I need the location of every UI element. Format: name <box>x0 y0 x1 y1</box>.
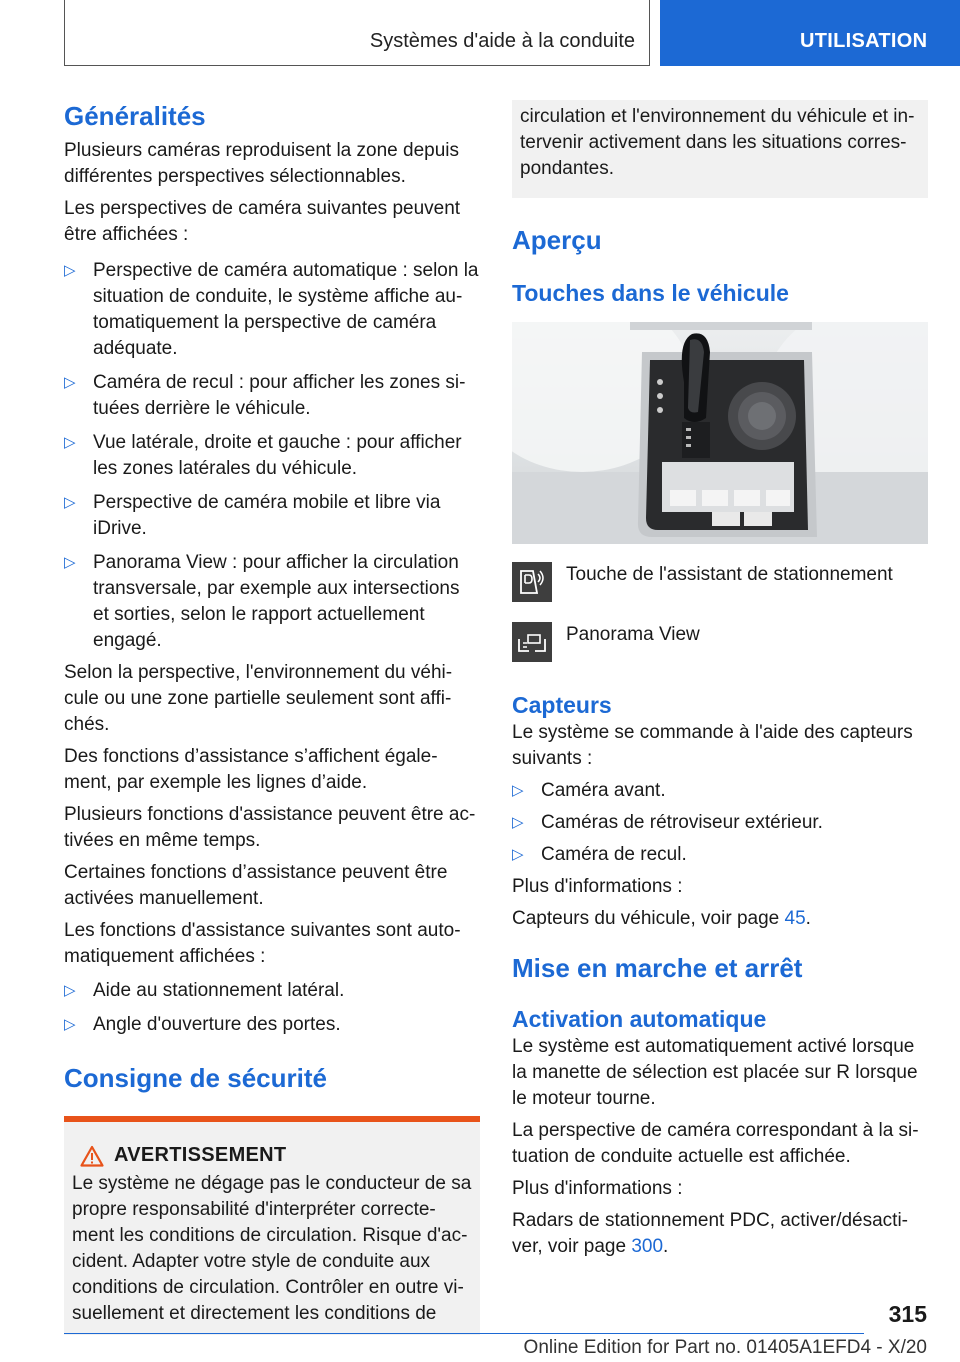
paragraph: Plusieurs caméras reproduisent la zone depuis différentes perspectives sélectionnables. <box>64 140 459 187</box>
heading-auto-activation: Activation automatique <box>512 1006 767 1032</box>
list-item: ▷ Vue latérale, droite et gauche : pour afficher les zones latérales du véhicule. <box>64 432 462 479</box>
list-item: ▷ Perspective de caméra automatique : selon la situation de conduite, le système affiche au-tomatiquement la perspective de caméra adéquate. <box>64 260 479 359</box>
center-console-photo <box>512 322 928 544</box>
warning-triangle-icon <box>80 1145 104 1167</box>
warning-title: AVERTISSEMENT <box>114 1144 287 1166</box>
triangle-bullet-icon: ▷ <box>64 434 76 451</box>
heading-safety: Consigne de sécurité <box>64 1063 327 1093</box>
bullet-list <box>64 978 480 1038</box>
console-image <box>512 322 928 544</box>
list-item: ▷ Panorama View : pour afficher la circulation transversale, par exemple aux intersections et sorties, selon le rapport actuellement engagé. <box>64 552 460 651</box>
paragraph: Plusieurs fonctions d'assistance peuvent être ac-tivées en même temps. <box>64 804 476 851</box>
list-item: ▷ Perspective de caméra mobile et libre via iDrive. <box>64 492 441 539</box>
warning-text-continued: circulation et l'environnement du véhicule et in-tervenir activement dans les situations corres-pondantes. <box>520 106 915 179</box>
cross-reference: Radars de stationnement PDC, activer/désacti-ver, voir page 300. <box>512 1210 909 1257</box>
paragraph: Le système se commande à l'aide des capteurs suivants : <box>512 722 913 769</box>
header-tab <box>660 0 960 66</box>
triangle-bullet-icon: ▷ <box>512 782 524 799</box>
heading-general: Généralités <box>64 101 206 131</box>
triangle-bullet-icon: ▷ <box>64 1016 76 1033</box>
heading-sensors: Capteurs <box>512 692 612 718</box>
panorama-view-icon <box>512 622 552 662</box>
warning-box <box>64 1116 480 1335</box>
panorama-view-label: Panorama View <box>566 624 700 645</box>
icon-row-panorama <box>512 622 928 662</box>
paragraph: Plus d'informations : <box>512 1178 683 1199</box>
paragraph: Selon la perspective, l'environnement du véhi-cule ou une zone partielle seulement sont affi-chés. <box>64 662 453 735</box>
triangle-bullet-icon: ▷ <box>64 262 76 279</box>
bullet-list <box>64 258 480 654</box>
paragraph: Les perspectives de caméra suivantes peuvent être affichées : <box>64 198 461 245</box>
heading-buttons: Touches dans le véhicule <box>512 280 789 306</box>
right-column <box>512 100 928 1266</box>
list-item: ▷ Aide au stationnement latéral. <box>64 978 480 1004</box>
header-tab-label: UTILISATION <box>800 30 928 52</box>
page-link-45[interactable]: 45 <box>784 908 806 929</box>
page-number: 315 <box>888 1301 927 1327</box>
cross-reference: Capteurs du véhicule, voir page 45. <box>512 908 811 929</box>
list-item: ▷ Angle d'ouverture des portes. <box>64 1012 480 1038</box>
icon-row-park-assist <box>512 562 928 602</box>
list-item: ▷ Caméra de recul. <box>512 842 928 868</box>
paragraph: Des fonctions d’assistance s’affichent égale-ment, par exemple les lignes d’aide. <box>64 746 438 793</box>
warning-header <box>80 1144 472 1167</box>
list-item: ▷ Caméra avant. <box>512 778 928 804</box>
paragraph: La perspective de caméra correspondant à la si-tuation de conduite actuelle est affichée. <box>512 1120 919 1167</box>
list-item: ▷ Caméra de recul : pour afficher les zones si-tuées derrière le véhicule. <box>64 372 466 419</box>
bullet-list <box>512 778 928 868</box>
heading-overview: Aperçu <box>512 225 602 255</box>
paragraph: Le système est automatiquement activé lorsque la manette de sélection est placée sur R lorsque le moteur tourne. <box>512 1036 918 1109</box>
header-section-title: Systèmes d'aide à la conduite <box>369 30 635 52</box>
list-item: ▷ Caméras de rétroviseur extérieur. <box>512 810 928 836</box>
warning-box-continued <box>512 100 928 198</box>
park-assist-icon <box>512 562 552 602</box>
triangle-bullet-icon: ▷ <box>64 982 76 999</box>
heading-on-off: Mise en marche et arrêt <box>512 953 803 983</box>
triangle-bullet-icon: ▷ <box>64 374 76 391</box>
paragraph: Plus d'informations : <box>512 876 683 897</box>
paragraph: Les fonctions d'assistance suivantes sont auto-matiquement affichées : <box>64 920 461 967</box>
triangle-bullet-icon: ▷ <box>64 494 76 511</box>
park-assist-label: Touche de l'assistant de stationnement <box>566 564 893 585</box>
paragraph: Certaines fonctions d’assistance peuvent être activées manuellement. <box>64 862 448 909</box>
triangle-bullet-icon: ▷ <box>512 846 524 863</box>
triangle-bullet-icon: ▷ <box>64 554 76 571</box>
footer-divider <box>64 1333 864 1334</box>
triangle-bullet-icon: ▷ <box>512 814 524 831</box>
left-column <box>64 100 480 1335</box>
page-link-300[interactable]: 300 <box>631 1236 664 1257</box>
header-box <box>64 0 650 66</box>
edition-footer: Online Edition for Part no. 01405A1EFD4 - X/20 <box>523 1337 927 1358</box>
warning-text: Le système ne dégage pas le conducteur de sa propre responsabilité d'interpréter correcte-ment les conditions de circulation. Risque d'ac-cident. Adapter votre style de conduite aux conditions de circulation. Contrôler en outre vi-suellement et directement les conditions de <box>72 1173 472 1324</box>
